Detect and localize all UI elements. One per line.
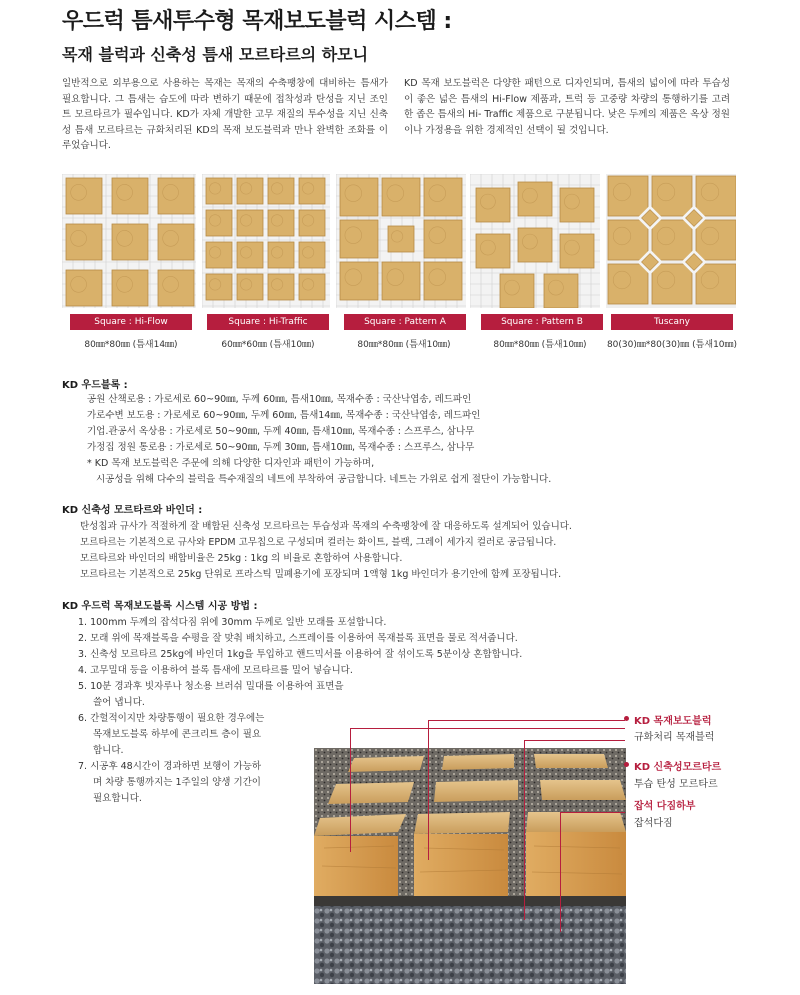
method-step: 7. 시공후 48시간이 경과하면 보행이 가능하 xyxy=(78,761,262,772)
product-caption: Square : Pattern B xyxy=(481,314,603,330)
callout-text: 투습 탄성 모르타르 xyxy=(634,779,718,790)
product-caption: Square : Pattern A xyxy=(344,314,466,330)
method-step: 5. 10분 경과후 빗자루나 청소용 브러쉬 밀대를 이용하여 표면을 xyxy=(78,681,344,692)
spec-line: 공원 산책로용 : 가로세로 60~90㎜, 두께 60㎜, 틈새10㎜, 목재수종 : 국산낙엽송, 레드파인 xyxy=(87,394,472,405)
callout-dot xyxy=(624,716,629,721)
callout-leader xyxy=(560,812,625,813)
callout-title: KD 신축성모르타르 xyxy=(634,762,722,773)
product-caption: Square : Hi-Flow xyxy=(70,314,192,330)
installation-photo xyxy=(314,748,626,984)
product-size: 80㎜*80㎜ (틈새14㎜) xyxy=(84,340,178,350)
mortar-line: 탄성칩과 규사가 적절하게 잘 배합된 신축성 모르타르는 투습성과 목재의 수축팽창에 잘 대응하도록 설계되어 있습니다. xyxy=(80,521,572,532)
mortar-line: 모르타르와 바인더의 배합비율은 25kg : 1kg 의 비율로 혼합하여 사용합니다. xyxy=(80,553,403,564)
page-subtitle: 목재 블럭과 신축성 틈새 모르타르의 하모니 xyxy=(62,45,369,64)
product-size: 80㎜*80㎜ (틈새10㎜) xyxy=(493,340,587,350)
method-step: 6. 간헐적이지만 차량통행이 필요한 경우에는 xyxy=(78,713,265,724)
page-title: 우드럭 틈새투수형 목재보도블럭 시스템 : xyxy=(62,9,452,34)
product-image-pattern-b xyxy=(470,174,600,308)
note-line: 시공성을 위해 다수의 블럭을 특수재질의 네트에 부착하여 공급합니다. 네트는 가위로 쉽게 절단이 가능합니다. xyxy=(96,474,552,485)
method-step: 4. 고무밀대 등을 이용하여 블록 틈새에 모르타르를 밀어 넣습니다. xyxy=(78,665,353,676)
mortar-line: 모르타르는 기본적으로 25kg 단위로 프라스틱 밀폐용기에 포장되며 1액형 1kg 바인더가 용기안에 함께 포장됩니다. xyxy=(80,569,562,580)
product-image-tuscany xyxy=(606,174,736,308)
callout-leader xyxy=(560,812,561,932)
spec-line: 가정집 정원 통로용 : 가로세로 50~90㎜, 두께 30㎜, 틈새10㎜, 목재수종 : 스프루스, 삼나무 xyxy=(87,442,475,453)
callout-leader xyxy=(350,728,351,852)
product-size: 80(30)㎜*80(30)㎜ (틈새10㎜) xyxy=(606,340,738,350)
method-step: 며 차량 통행까지는 1주일의 양생 기간이 xyxy=(93,777,261,788)
method-step: 목재보도블록 하부에 콘크리트 층이 필요 xyxy=(93,729,262,740)
product-size: 60㎜*60㎜ (틈새10㎜) xyxy=(221,340,315,350)
callout-text: 잡석다짐 xyxy=(634,818,673,829)
callout-leader xyxy=(428,720,625,721)
callout-title: 잡석 다짐하부 xyxy=(634,801,696,812)
callout-text: 규화처리 목재블럭 xyxy=(634,732,715,743)
section-heading-method: KD 우드럭 목재보도블록 시스템 시공 방법 : xyxy=(62,601,258,612)
intro-paragraph-right: KD 목재 보도블럭은 다양한 패턴으로 디자인되며, 틈새의 넓이에 따라 투습성이 좋은 넓은 틈새의 Hi-Flow 제품과, 트럭 등 고중량 차량의 통행하기를 고려한 좁은 틈새의 Hi- Traffic 제품으로 구분됩니다. 낮은 두께의 제품은 옥상 정원이나 가정용을 위한 경제적인 선택이 될 것입니다. xyxy=(404,78,730,136)
product-caption: Tuscany xyxy=(611,314,733,330)
intro-paragraph-left: 일반적으로 외부용으로 사용하는 목재는 목재의 수축팽창에 대비하는 틈새가 필요합니다. 그 틈새는 습도에 따라 변하기 때문에 접착성과 탄성을 지닌 조인트 모르타르가 필수입니다. KD가 자체 개발한 고무 재질의 투수성을 지닌 신축성 틈새 모르타르는 규화처리된 KD의 목재 보도블럭과 만나 완벽한 조화를 이루었습니다. xyxy=(62,78,388,151)
method-step: 필요합니다. xyxy=(93,793,142,804)
mortar-line: 모르타르는 기본적으로 규사와 EPDM 고무칩으로 구성되며 컬러는 화이트, 블랙, 그레이 세가지 컬러로 공급됩니다. xyxy=(80,537,557,548)
method-step: 2. 모래 위에 목재블록을 수평을 잘 맞춰 배치하고, 스프레이를 이용하여 목재블록 표면을 물로 적셔줍니다. xyxy=(78,633,518,644)
method-step: 1. 100mm 두께의 잡석다짐 위에 30mm 두께로 일반 모래를 포설합니다. xyxy=(78,617,387,628)
callout-leader xyxy=(428,720,429,860)
callout-title: KD 목재보도블럭 xyxy=(634,716,712,727)
callout-leader xyxy=(350,728,625,729)
product-size: 80㎜*80㎜ (틈새10㎜) xyxy=(357,340,451,350)
section-heading-mortar: KD 신축성 모르타르와 바인더 : xyxy=(62,505,203,516)
product-image-pattern-a xyxy=(336,174,466,308)
note-line: * KD 목재 보도블럭은 주문에 의해 다양한 디자인과 패턴이 가능하며, xyxy=(87,458,375,469)
product-image-hi-traffic xyxy=(202,174,330,308)
product-caption: Square : Hi-Traffic xyxy=(207,314,329,330)
product-image-hi-flow xyxy=(62,174,196,308)
section-heading-kd-block: KD 우드블록 : xyxy=(62,380,128,391)
method-step: 합니다. xyxy=(93,745,124,756)
callout-leader xyxy=(524,740,525,920)
callout-dot xyxy=(624,762,629,767)
spec-line: 가로수변 보도용 : 가로세로 60~90㎜, 두께 60㎜, 틈새14㎜, 목재수종 : 국산낙엽송, 레드파인 xyxy=(87,410,481,421)
method-step: 쓸어 냅니다. xyxy=(93,697,145,708)
method-step: 3. 신축성 모르타르 25kg에 바인더 1kg을 투입하고 핸드믹서를 이용하여 잘 섞이도록 5분이상 혼합합니다. xyxy=(78,649,523,660)
callout-leader xyxy=(524,740,625,741)
spec-line: 기업.관공서 옥상용 : 가로세로 50~90㎜, 두께 40㎜, 틈새10㎜, 목재수종 : 스프루스, 삼나무 xyxy=(87,426,475,437)
